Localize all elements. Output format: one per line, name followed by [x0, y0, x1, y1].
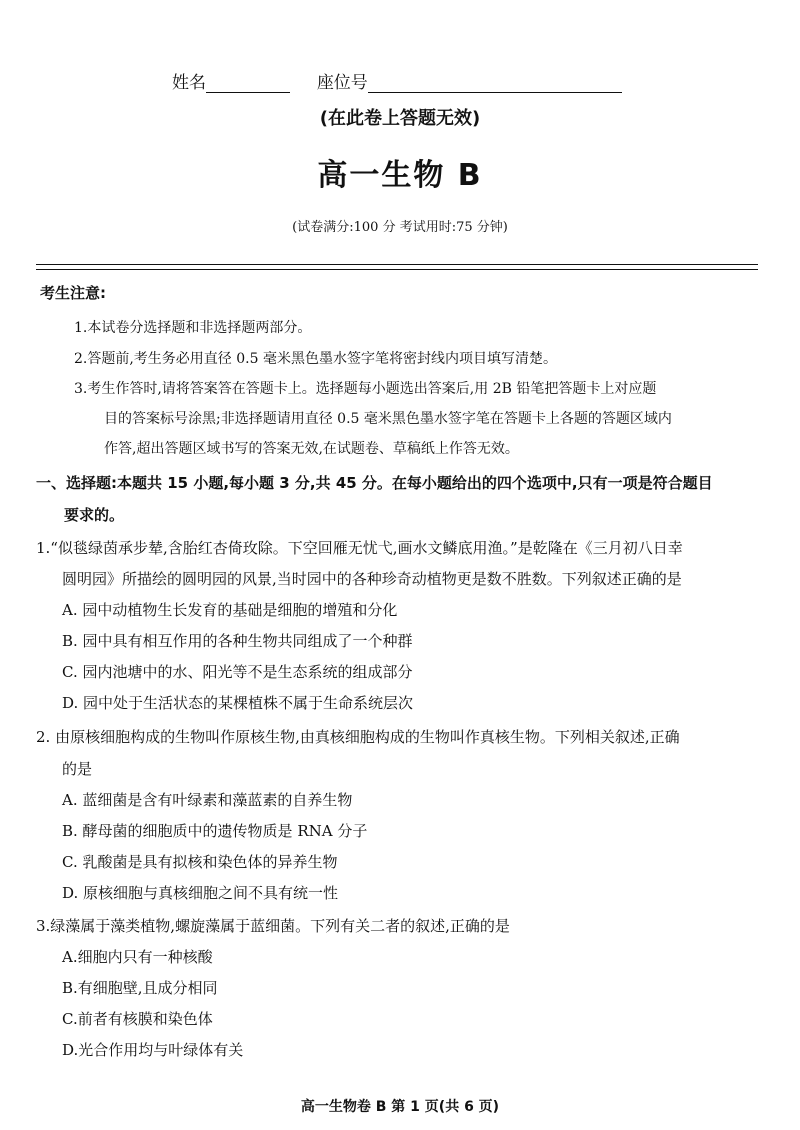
- section-heading: 一、选择题:本题共 15 小题,每小题 3 分,共 45 分。在每小题给出的四个选项中,只有一项是符合题目: [36, 474, 713, 492]
- notice-item: 目的答案标号涂黑;非选择题请用直径 0.5 毫米黑色墨水签字笔在答题卡上各题的答题区域内: [104, 411, 672, 427]
- invalid-note: (在此卷上答题无效): [319, 108, 481, 129]
- question-2-option: D. 原核细胞与真核细胞之间不具有统一性: [62, 884, 339, 902]
- question-2-option: C. 乳酸菌是具有拟核和染色体的异养生物: [62, 853, 338, 871]
- question-3-line: 3.绿藻属于藻类植物,螺旋藻属于蓝细菌。下列有关二者的叙述,正确的是: [36, 917, 510, 935]
- question-3-option: A.细胞内只有一种核酸: [62, 948, 213, 966]
- question-3-option: C.前者有核膜和染色体: [62, 1010, 213, 1028]
- exam-info: (试卷满分:100 分 考试用时:75 分钟): [292, 220, 508, 235]
- page-title: 高一生物 B: [317, 158, 483, 193]
- seat-label: 座位号: [316, 73, 368, 93]
- question-3-option: D.光合作用均与叶绿体有关: [62, 1041, 244, 1059]
- seat-blank: [368, 74, 622, 93]
- double-divider: [36, 264, 758, 270]
- notice-heading: 考生注意:: [40, 284, 106, 302]
- question-1-option: A. 园中动植物生长发育的基础是细胞的增殖和分化: [62, 601, 398, 619]
- name-blank: [206, 74, 290, 93]
- question-1-option: B. 园中具有相互作用的各种生物共同组成了一个种群: [62, 632, 413, 650]
- section-heading-cont: 要求的。: [64, 506, 125, 524]
- question-2-option: B. 酵母菌的细胞质中的遗传物质是 RNA 分子: [62, 822, 368, 840]
- notice-item: 3.考生作答时,请将答案答在答题卡上。选择题每小题选出答案后,用 2B 铅笔把答题卡上对应题: [74, 381, 657, 397]
- question-2-option: A. 蓝细菌是含有叶绿素和藻蓝素的自养生物: [62, 791, 353, 809]
- notice-item: 作答,超出答题区域书写的答案无效,在试题卷、草稿纸上作答无效。: [104, 441, 519, 457]
- question-2-line: 的是: [62, 760, 93, 778]
- notice-item: 2.答题前,考生务必用直径 0.5 毫米黑色墨水签字笔将密封线内项目填写清楚。: [74, 351, 557, 367]
- question-1-option: D. 园中处于生活状态的某棵植株不属于生命系统层次: [62, 694, 414, 712]
- name-label: 姓名: [172, 73, 206, 93]
- question-2-line: 2. 由原核细胞构成的生物叫作原核生物,由真核细胞构成的生物叫作真核生物。下列相关叙述,正确: [36, 728, 680, 746]
- notice-item: 1.本试卷分选择题和非选择题两部分。: [74, 320, 312, 336]
- question-1-line: 圆明园》所描绘的圆明园的风景,当时园中的各种珍奇动植物更是数不胜数。下列叙述正确的是: [62, 570, 682, 588]
- question-3-option: B.有细胞壁,且成分相同: [62, 979, 218, 997]
- page-footer: 高一生物卷 B 第 1 页(共 6 页): [300, 1099, 500, 1115]
- question-1-option: C. 园内池塘中的水、阳光等不是生态系统的组成部分: [62, 663, 413, 681]
- question-1-line: 1.“似毯绿茵承步辇,含胎红杏倚玫除。下空回雁无忧弋,画水文鳞底用渔。”是乾隆在《三月初八日幸: [36, 539, 683, 557]
- name-seat-line: [172, 68, 622, 93]
